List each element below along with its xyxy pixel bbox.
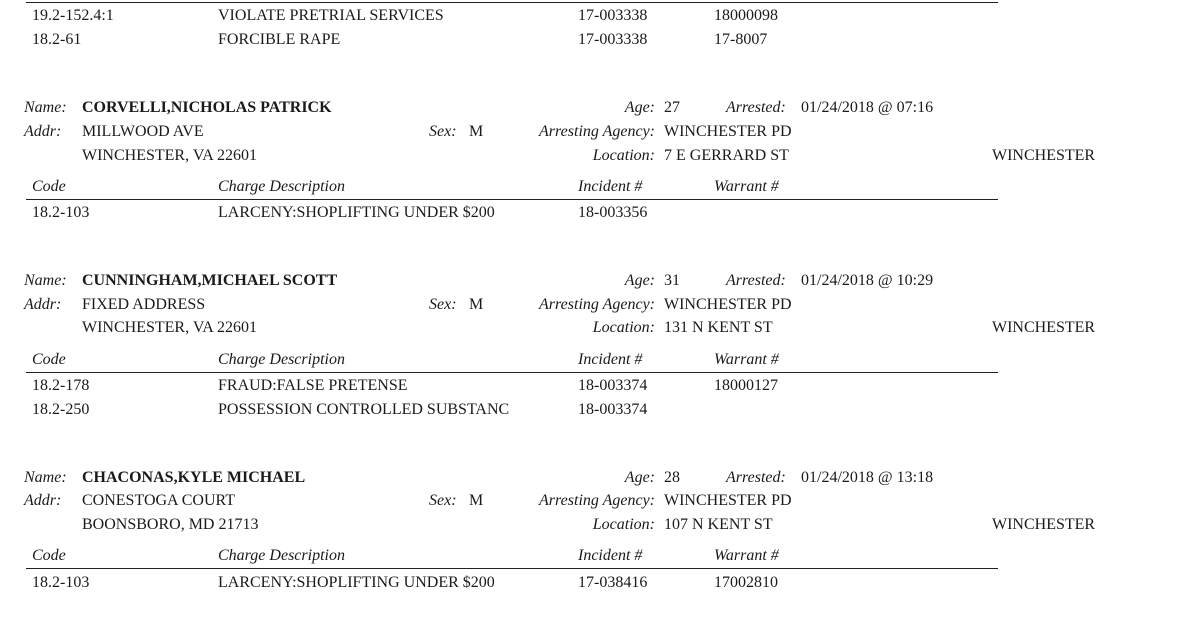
sex-value: M (469, 492, 484, 509)
name-label: Name: (24, 469, 67, 486)
charge-description: POSSESSION CONTROLLED SUBSTANC (218, 401, 510, 418)
address-line-2: BOONSBORO, MD 21713 (82, 516, 259, 533)
arrested-datetime: 01/24/2018 @ 07:16 (801, 99, 934, 116)
addr-label: Addr: (24, 296, 62, 313)
arrestee-name: CORVELLI,NICHOLAS PATRICK (82, 99, 332, 116)
arrest-location: 107 N KENT ST (664, 516, 773, 533)
charge-code: 18.2-250 (32, 401, 90, 418)
name-label: Name: (24, 99, 67, 116)
charge-description: FRAUD:FALSE PRETENSE (218, 377, 408, 394)
incident-header: Incident # (578, 351, 643, 368)
arrested-datetime: 01/24/2018 @ 13:18 (801, 469, 934, 486)
code-header: Code (32, 547, 66, 564)
age-value: 31 (664, 272, 680, 289)
incident-number: 18-003356 (578, 204, 648, 221)
arresting-agency: WINCHESTER PD (664, 296, 792, 313)
agency-label: Arresting Agency: (539, 492, 655, 509)
charge-code: 18.2-178 (32, 377, 90, 394)
charge-description-header: Charge Description (218, 351, 345, 368)
arresting-agency: WINCHESTER PD (664, 123, 792, 140)
incident-number: 18-003374 (578, 377, 648, 394)
charge-code: 19.2-152.4:1 (32, 7, 114, 24)
address-line-2: WINCHESTER, VA 22601 (82, 147, 257, 164)
warrant-header: Warrant # (714, 351, 779, 368)
age-label: Age: (624, 99, 655, 116)
warrant-header: Warrant # (714, 547, 779, 564)
charge-description: FORCIBLE RAPE (218, 31, 341, 48)
charge-description-header: Charge Description (218, 178, 345, 195)
incident-number: 17-003338 (578, 7, 648, 24)
location-label: Location: (592, 516, 655, 533)
incident-header: Incident # (578, 547, 643, 564)
sex-value: M (469, 296, 484, 313)
arrested-label: Arrested: (726, 272, 786, 289)
agency-label: Arresting Agency: (539, 123, 655, 140)
arrestee-name: CHACONAS,KYLE MICHAEL (82, 469, 306, 486)
incident-number: 18-003374 (578, 401, 648, 418)
code-header: Code (32, 178, 66, 195)
arrested-datetime: 01/24/2018 @ 10:29 (801, 272, 934, 289)
arrested-label: Arrested: (726, 99, 786, 116)
addr-label: Addr: (24, 123, 62, 140)
warrant-header: Warrant # (714, 178, 779, 195)
incident-number: 17-003338 (578, 31, 648, 48)
address-line-2: WINCHESTER, VA 22601 (82, 319, 257, 336)
code-header: Code (32, 351, 66, 368)
charge-code: 18.2-103 (32, 574, 90, 591)
charge-description: LARCENY:SHOPLIFTING UNDER $200 (218, 204, 495, 221)
warrant-number: 18000098 (714, 7, 778, 24)
jurisdiction: WINCHESTER (992, 319, 1096, 336)
sex-value: M (469, 123, 484, 140)
arrested-label: Arrested: (726, 469, 786, 486)
arrestee-name: CUNNINGHAM,MICHAEL SCOTT (82, 272, 338, 289)
charge-code: 18.2-61 (32, 31, 82, 48)
age-label: Age: (624, 469, 655, 486)
incident-header: Incident # (578, 178, 643, 195)
agency-label: Arresting Agency: (539, 296, 655, 313)
age-label: Age: (624, 272, 655, 289)
charge-description: LARCENY:SHOPLIFTING UNDER $200 (218, 574, 495, 591)
address-line-1: FIXED ADDRESS (82, 296, 206, 313)
location-label: Location: (592, 147, 655, 164)
age-value: 28 (664, 469, 680, 486)
sex-label: Sex: (429, 492, 457, 509)
charge-description-header: Charge Description (218, 547, 345, 564)
incident-number: 17-038416 (578, 574, 648, 591)
charge-description: VIOLATE PRETRIAL SERVICES (218, 7, 444, 24)
warrant-number: 17-8007 (714, 31, 768, 48)
arresting-agency: WINCHESTER PD (664, 492, 792, 509)
header-rule (26, 568, 998, 569)
age-value: 27 (664, 99, 680, 116)
sex-label: Sex: (429, 123, 457, 140)
arrest-location: 131 N KENT ST (664, 319, 773, 336)
jurisdiction: WINCHESTER (992, 516, 1096, 533)
warrant-number: 17002810 (714, 574, 778, 591)
address-line-1: CONESTOGA COURT (82, 492, 235, 509)
addr-label: Addr: (24, 492, 62, 509)
top-rule (26, 2, 998, 3)
sex-label: Sex: (429, 296, 457, 313)
warrant-number: 18000127 (714, 377, 778, 394)
header-rule (26, 372, 998, 373)
name-label: Name: (24, 272, 67, 289)
jurisdiction: WINCHESTER (992, 147, 1096, 164)
charge-code: 18.2-103 (32, 204, 90, 221)
arrest-location: 7 E GERRARD ST (664, 147, 789, 164)
location-label: Location: (592, 319, 655, 336)
header-rule (26, 199, 998, 200)
address-line-1: MILLWOOD AVE (82, 123, 204, 140)
